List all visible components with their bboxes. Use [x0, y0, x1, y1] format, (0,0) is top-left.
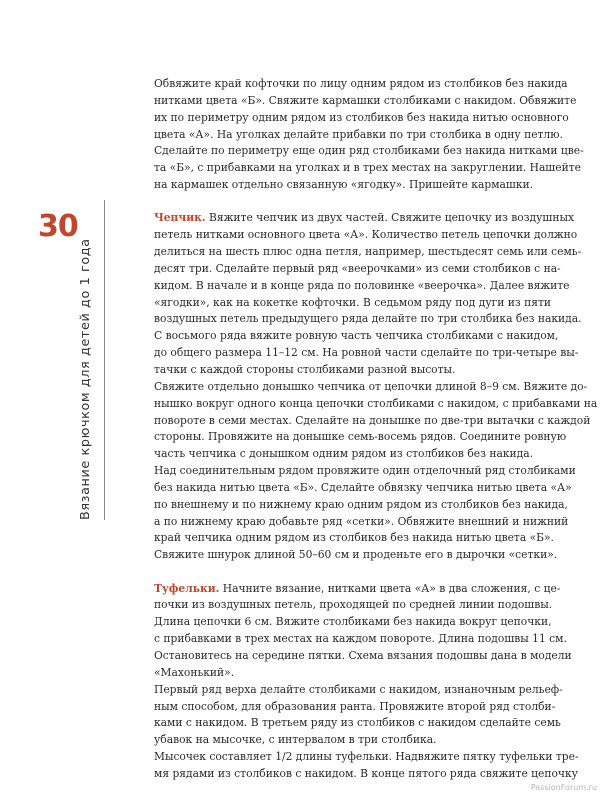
side-divider-line — [104, 200, 105, 520]
text-line: «Махонький». — [154, 665, 235, 679]
text-line: на кармашек отдельно связанную «ягодку». Пришейте кармашки. — [154, 178, 534, 192]
text-line: Остановитесь на середине пятки. Схема вязания подошвы дана в модели — [154, 649, 572, 662]
watermark: PassionForum.ru — [530, 783, 597, 792]
shoes-section — [154, 581, 579, 783]
text-line: мя рядами из столбиков с накидом. В конце пятого ряда свяжите цепочку — [154, 766, 578, 780]
shoes-heading: Туфельки. — [154, 581, 220, 595]
cap-section — [154, 210, 598, 564]
text-line: а по нижнему краю добавьте ряд «сетки». Обвяжите внешний и нижний — [154, 514, 569, 528]
text-line: часть чепчика с донышком одним рядом из столбиков без накида. — [154, 447, 533, 461]
text-line: до общего размера 11–12 см. На ровной части сделайте по три-четыре вы- — [154, 346, 579, 360]
page-body — [154, 76, 598, 783]
text-line: почки из воздушных петель, проходящей по средней линии подошвы. — [154, 598, 553, 612]
text-line: Первый ряд верха делайте столбиками с накидом, изнаночным рельеф- — [154, 682, 563, 696]
text-line: воздушных петель предыдущего ряда делайте по три столбика без накида. — [154, 312, 582, 326]
cap-first-line-text: Вяжите чепчик из двух частей. Свяжите цепочку из воздушных — [205, 211, 574, 225]
text-line: С восьмого ряда вяжите ровную часть чепчика столбиками с накидом, — [154, 329, 559, 343]
shoes-first-line-text: Начните вязание, нитками цвета «А» в два сложения, с це- — [219, 581, 561, 595]
page-number: 30 — [38, 209, 78, 244]
text-line: нышко вокруг одного конца цепочки столбиками с накидом, с прибавками на — [154, 396, 598, 410]
text-line: «ягодки», как на кокетке кофточки. В седьмом ряду под дуги из пяти — [154, 295, 552, 309]
text-line: Обвяжите край кофточки по лицу одним рядом из столбиков без накида — [154, 77, 568, 90]
text-line: нитками цвета «Б». Свяжите кармашки столбиками с накидом. Обвяжите — [154, 93, 577, 107]
text-line: Сделайте по периметру еще один ряд столбиками без накида нитками цве- — [154, 144, 584, 158]
text-line: цвета «А». На уголках делайте прибавки по три столбика в одну петлю. — [154, 127, 563, 141]
text-line: десят три. Сделайте первый ряд «веерочками» из семи столбиков с на- — [154, 261, 561, 275]
running-book-title: Вязание крючком для детей до 1 года — [78, 238, 93, 520]
text-line: Свяжите отдельно донышко чепчика от цепочки длиной 8–9 см. Вяжите до- — [154, 379, 588, 393]
text-line: край чепчика одним рядом из столбиков без накида нитью цвета «Б». — [154, 531, 554, 545]
text-line: петель нитками основного цвета «А». Количество петель цепочки должно — [154, 228, 578, 242]
text-line: Мысочек составляет 1/2 длины туфельки. Надвяжите пятку туфельки тре- — [154, 750, 579, 764]
text-line — [154, 581, 574, 598]
intro-paragraph — [154, 76, 584, 194]
text-line: без накида нитью цвета «Б». Сделайте обвязку чепчика нитью цвета «А» — [154, 480, 572, 494]
cap-heading: Чепчик. — [154, 211, 206, 225]
text-line: та «Б», с прибавками на уголках и в трех местах на закруглении. Нашейте — [154, 161, 581, 175]
text-line: кидом. В начале и в конце ряда по половинке «веерочка». Далее вяжите — [154, 278, 570, 292]
text-line: ками с накидом. В третьем ряду из столбиков с накидом сделайте семь — [154, 716, 561, 730]
text-line: Длина цепочки 6 см. Вяжите столбиками без накида вокруг цепочки, — [154, 615, 552, 629]
text-line: делиться на шесть плюс одна петля, например, шестьдесят семь или семь- — [154, 245, 582, 259]
paragraph-gap — [154, 194, 574, 211]
text-line: их по периметру одним рядом из столбиков без накида нитью основного — [154, 110, 569, 124]
text-line: Свяжите шнурок длиной 50–60 см и проденьте его в дырочки «сетки». — [154, 548, 558, 562]
text-line: стороны. Провяжите на донышке семь-восемь рядов. Соедините ровную — [154, 430, 567, 444]
paragraph-gap — [154, 564, 574, 581]
text-line — [154, 210, 574, 227]
text-line: повороте в семи местах. Сделайте на донышке по две-три вытачки с каждой — [154, 413, 591, 427]
text-line: с прибавками в трех местах на каждом повороте. Длина подошвы 11 см. — [154, 632, 567, 646]
text-line: тачки с каждой стороны столбиками разной высоты. — [154, 363, 456, 376]
text-line: ным способом, для образования ранта. Провяжите второй ряд столби- — [154, 699, 556, 713]
text-line: убавок на мысочке, с интервалом в три столбика. — [154, 733, 437, 747]
text-line: по внешнему и по нижнему краю одним рядом из столбиков без накида, — [154, 497, 568, 511]
text-line: Над соединительным рядом провяжите один отделочный ряд столбиками — [154, 464, 576, 478]
